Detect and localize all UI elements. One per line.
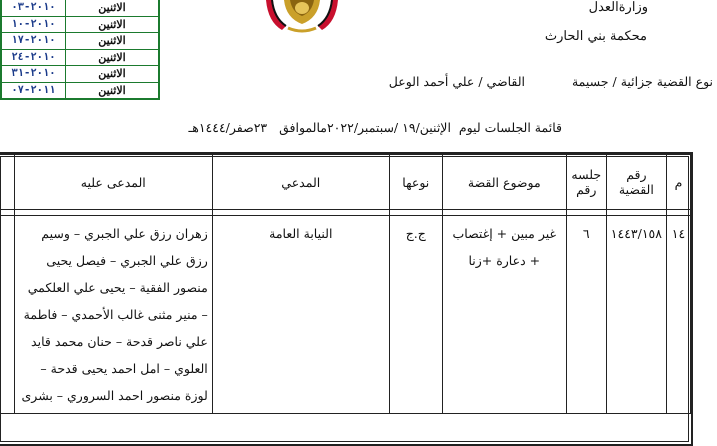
cell-case-number: ١٤٤٣/١٥٨ xyxy=(606,216,666,414)
day-cell: الاثنين xyxy=(98,67,126,80)
col-header-case-number: رقم القضية xyxy=(606,155,666,210)
date-row xyxy=(2,17,158,34)
table-row xyxy=(0,216,691,414)
day-cell: الاثنين xyxy=(98,34,126,47)
date-cell: ٢٠١٠-١٧ xyxy=(2,33,66,49)
col-header-defendant: المدعى عليه xyxy=(14,155,212,210)
judge-name: القاضي / علي أحمد الوعل xyxy=(388,74,525,89)
case-type: نوع القضية جزائية / جسيمة xyxy=(571,74,713,89)
date-row xyxy=(2,50,158,67)
date-row xyxy=(2,33,158,50)
col-header-plaintiff: المدعي xyxy=(212,155,389,210)
date-row xyxy=(2,83,158,99)
date-row xyxy=(2,66,158,83)
col-header-session-number: جلسه رقم xyxy=(566,155,606,210)
day-cell: الاثنين xyxy=(98,50,126,64)
date-cell: ٢٠١٠-٢٤ xyxy=(2,50,66,66)
cell-session-number: ٦ xyxy=(566,216,606,414)
date-cell: ٢٠١٠-٠٣ xyxy=(2,0,66,16)
sessions-table xyxy=(0,152,693,446)
sessions-title: قائمة الجلسات ليوم الإثنين/١٩ /سبتمبر/٢٠٢٢مالموافق ٢٣صفر/١٤٤٤هـ xyxy=(188,120,562,135)
day-cell: الاثنين xyxy=(98,1,126,14)
day-cell: الاثنين xyxy=(98,17,126,31)
date-cell: ٢٠١٠-٣١ xyxy=(2,66,66,82)
cell-subject: غير مبين + إغتصاب + دعارة +زنا xyxy=(442,216,566,414)
table-header-row xyxy=(0,155,691,210)
date-row xyxy=(2,0,158,17)
cell-kind: ج.ج xyxy=(389,216,442,414)
date-cell: ٢٠١٠-١٠ xyxy=(2,17,66,33)
col-header-no: م xyxy=(667,155,691,210)
day-cell: الاثنين xyxy=(98,83,126,97)
cell-defendant: زهران رزق علي الجبري – وسيم رزق علي الجبري – فيصل يحيى منصور الفقية – يحيى علي العلكمي – منير مثنى غالب الأحمدي – فاطمة علي ناصر قدحة – حنان محمد قايد العلوي – امل احمد يحيى قدحة – لوزة منصور احمد السروري – بشرى xyxy=(14,216,212,414)
cell-plaintiff: النيابة العامة xyxy=(212,216,389,414)
date-cell: ٢٠١١-٠٧ xyxy=(2,83,66,99)
col-header-kind: نوعها xyxy=(389,155,442,210)
cell-no: ١٤ xyxy=(667,216,691,414)
sessions-grid xyxy=(0,154,691,414)
col-header-subject: موضوع القضة xyxy=(442,155,566,210)
state-emblem-icon xyxy=(262,0,342,34)
dates-box xyxy=(0,0,160,100)
court-name: محكمة بني الحارث xyxy=(544,29,647,44)
cell-extra xyxy=(0,216,14,414)
col-header-extra xyxy=(0,155,14,210)
ministry-name: وزارةالعدل xyxy=(588,0,648,15)
